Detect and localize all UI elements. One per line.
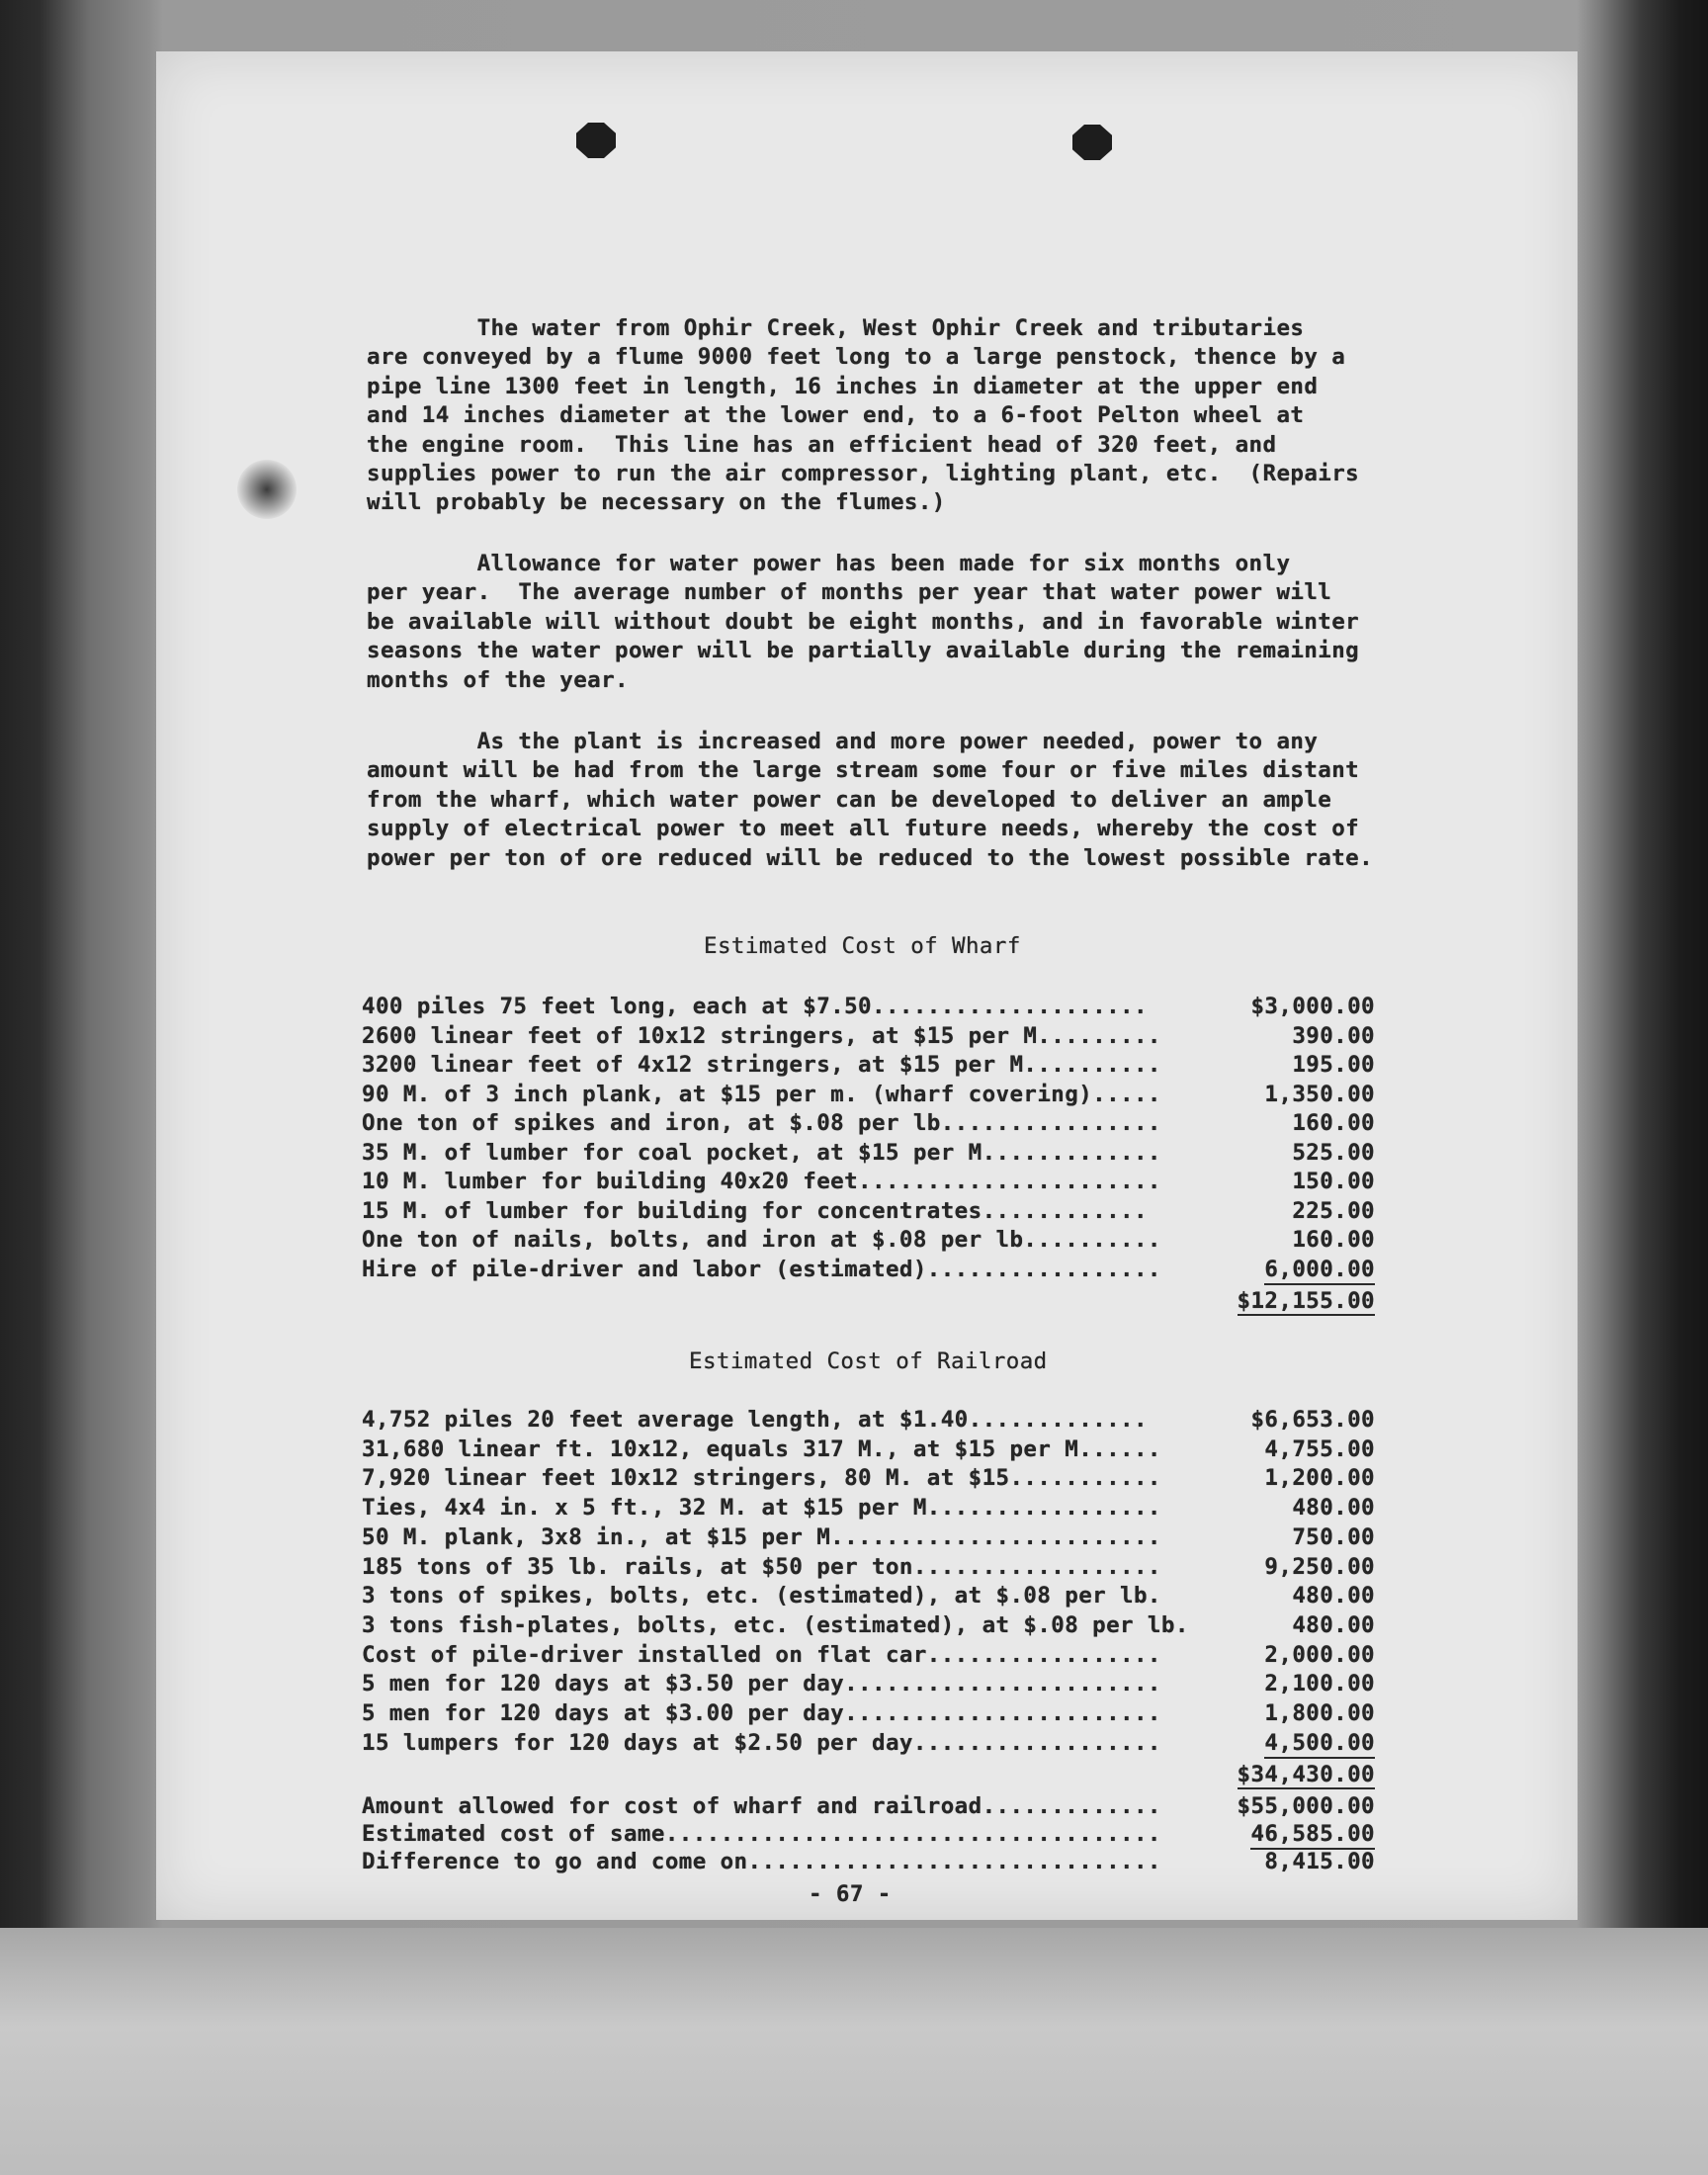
wharf-row [362, 1110, 1375, 1139]
railroad-row [362, 1700, 1375, 1729]
railroad-row [362, 1465, 1375, 1494]
summary-item-label: Difference to go and come on.............................. [362, 1849, 1161, 1874]
wharf-row [362, 1023, 1375, 1052]
railroad-item-amount: $6,653.00 [1250, 1407, 1375, 1433]
wharf-item-amount: 160.00 [1292, 1110, 1375, 1136]
railroad-item-label: 3 tons of spikes, bolts, etc. (estimated), at $.08 per lb. [362, 1583, 1161, 1610]
railroad-item-label: 4,752 piles 20 feet average length, at $1.40............. [362, 1407, 1148, 1433]
page-number: - 67 - [809, 1881, 892, 1907]
railroad-item-amount: 9,250.00 [1264, 1553, 1375, 1580]
wharf-item-amount: 390.00 [1292, 1022, 1375, 1049]
wharf-item-amount: 6,000.00 [1264, 1257, 1375, 1285]
railroad-item-label: Cost of pile-driver installed on flat car................. [362, 1641, 1161, 1668]
railroad-item-amount: 750.00 [1292, 1523, 1375, 1550]
wharf-item-label: 3200 linear feet of 4x12 stringers, at $15 per M.......... [362, 1052, 1161, 1078]
wharf-item-label: 35 M. of lumber for coal pocket, at $15 per M............. [362, 1139, 1161, 1166]
wharf-item-amount: 195.00 [1292, 1052, 1375, 1078]
summary-item-label: Amount allowed for cost of wharf and railroad............. [362, 1793, 1161, 1819]
railroad-item-amount: 1,800.00 [1264, 1700, 1375, 1726]
wharf-item-label: 2600 linear feet of 10x12 stringers, at $15 per M......... [362, 1022, 1161, 1049]
railroad-row [362, 1671, 1375, 1699]
summary-row [362, 1821, 1375, 1850]
railroad-item-amount: 480.00 [1292, 1583, 1375, 1610]
railroad-total: $34,430.00 [1237, 1762, 1375, 1787]
railroad-item-label: 185 tons of 35 lb. rails, at $50 per ton.................. [362, 1553, 1161, 1580]
wharf-item-label: Hire of pile-driver and labor (estimated)................. [362, 1256, 1161, 1282]
railroad-item-label: 50 M. plank, 3x8 in., at $15 per M........................ [362, 1523, 1161, 1550]
railroad-row [362, 1436, 1375, 1465]
railroad-item-amount: 480.00 [1292, 1611, 1375, 1638]
railroad-item-label: 5 men for 120 days at $3.00 per day....................... [362, 1700, 1161, 1726]
wharf-item-amount: $3,000.00 [1250, 994, 1375, 1019]
paragraph-future-power: As the plant is increased and more power needed, power to any amount will be had from the large stream some four or five miles distant from the wharf, which water power can be developed to deliver an ample supply of electrical power to meet all future needs, whereby the cost of power per ton of ore reduced will be reduced to the lowest possible rate. [367, 729, 1374, 871]
wharf-item-amount: 160.00 [1292, 1227, 1375, 1253]
wharf-heading: Estimated Cost of Wharf [704, 933, 1021, 959]
paragraph-water-source: The water from Ophir Creek, West Ophir Creek and tributaries are conveyed by a flume 9000 feet long to a large penstock, thence by a pipe line 1300 feet in length, 16 inches in diameter at the upper end and 14 inches diameter at the lower end, to a 6-foot Pelton wheel at the engine room. This line has an efficient head of 320 feet, and supplies power to run the air compressor, lighting plant, etc. (Repairs will probably be necessary on the flumes.) [367, 315, 1360, 516]
wharf-item-label: One ton of nails, bolts, and iron at $.08 per lb.......... [362, 1227, 1161, 1253]
wharf-row [362, 994, 1375, 1022]
summary-item-label: Estimated cost of same.................................... [362, 1821, 1161, 1847]
wharf-item-amount: 1,350.00 [1264, 1081, 1375, 1107]
wharf-item-amount: 150.00 [1292, 1169, 1375, 1194]
wharf-row [362, 1082, 1375, 1110]
wharf-row [362, 1227, 1375, 1256]
wharf-total: $12,155.00 [1237, 1288, 1375, 1314]
summary-row [362, 1849, 1375, 1877]
wharf-item-label: 10 M. lumber for building 40x20 feet...................... [362, 1169, 1161, 1194]
railroad-row [362, 1642, 1375, 1671]
railroad-item-label: 31,680 linear ft. 10x12, equals 317 M., at $15 per M...... [362, 1436, 1161, 1462]
wharf-row [362, 1257, 1375, 1285]
railroad-item-amount: 4,500.00 [1264, 1730, 1375, 1759]
railroad-heading: Estimated Cost of Railroad [689, 1348, 1048, 1374]
summary-item-amount: $55,000.00 [1237, 1793, 1375, 1819]
railroad-item-amount: 4,755.00 [1264, 1436, 1375, 1462]
summary-item-amount: 8,415.00 [1264, 1849, 1375, 1874]
wharf-item-label: 400 piles 75 feet long, each at $7.50.................... [362, 994, 1148, 1019]
paragraph-water-allowance: Allowance for water power has been made for six months only per year. The average number of months per year that water power will be available will without doubt be eight months, and in favorable winter seasons the water power will be partially available during the remaining months of the year. [367, 551, 1360, 693]
wharf-item-label: 90 M. of 3 inch plank, at $15 per m. (wharf covering)..... [362, 1081, 1161, 1107]
railroad-item-label: 15 lumpers for 120 days at $2.50 per day.................. [362, 1729, 1161, 1756]
railroad-row [362, 1524, 1375, 1553]
wharf-item-amount: 225.00 [1292, 1197, 1375, 1224]
railroad-item-label: 3 tons fish-plates, bolts, etc. (estimated), at $.08 per lb. [362, 1611, 1189, 1638]
railroad-item-amount: 480.00 [1292, 1495, 1375, 1522]
wharf-row [362, 1169, 1375, 1197]
railroad-item-label: Ties, 4x4 in. x 5 ft., 32 M. at $15 per M................. [362, 1495, 1161, 1522]
railroad-row [362, 1730, 1375, 1759]
railroad-row [362, 1407, 1375, 1436]
railroad-item-label: 5 men for 120 days at $3.50 per day....................... [362, 1671, 1161, 1697]
railroad-item-amount: 1,200.00 [1264, 1465, 1375, 1492]
wharf-item-label: One ton of spikes and iron, at $.08 per lb................ [362, 1110, 1161, 1136]
wharf-row [362, 1140, 1375, 1169]
railroad-item-label: 7,920 linear feet 10x12 stringers, 80 M. at $15........... [362, 1465, 1161, 1492]
railroad-row [362, 1554, 1375, 1583]
wharf-row [362, 1052, 1375, 1081]
summary-item-amount: 46,585.00 [1250, 1821, 1375, 1850]
wharf-item-amount: 525.00 [1292, 1139, 1375, 1166]
railroad-item-amount: 2,000.00 [1264, 1641, 1375, 1668]
railroad-item-amount: 2,100.00 [1264, 1671, 1375, 1697]
summary-row [362, 1793, 1375, 1822]
railroad-row [362, 1612, 1375, 1641]
railroad-row [362, 1495, 1375, 1523]
railroad-row [362, 1583, 1375, 1611]
wharf-item-label: 15 M. of lumber for building for concentrates............ [362, 1197, 1148, 1224]
wharf-row [362, 1198, 1375, 1227]
